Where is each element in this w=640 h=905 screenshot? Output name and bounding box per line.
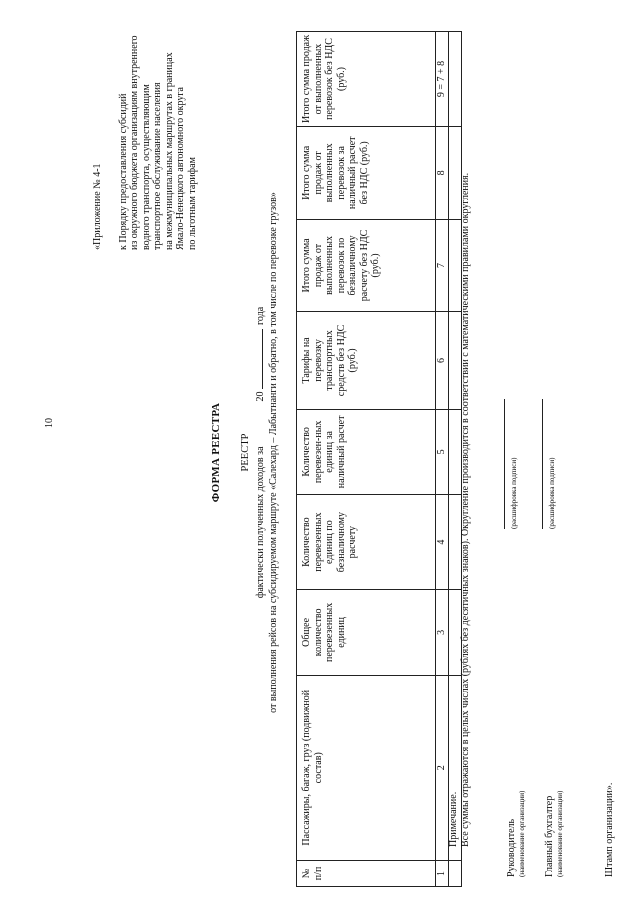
- signature-line: [542, 399, 543, 529]
- appendix-line: водного транспорта, осуществляющим: [140, 84, 152, 250]
- signature-line-label: (расшифровка подписи): [510, 457, 518, 529]
- header-cell-cashless-sum: Итого сумма продаж от выполненных перевозок по безналичному расчету без НДС (руб.): [297, 219, 436, 312]
- column-number: 3: [436, 590, 449, 676]
- appendix-line: транспортное обслуживание населения: [152, 82, 163, 250]
- period-year-prefix: 20: [255, 391, 266, 402]
- page-number: 10: [44, 418, 55, 428]
- column-number: 8: [436, 127, 449, 220]
- header-cell-cashless-units: Количество перевезенных единиц по безналичному расчету: [297, 495, 436, 590]
- note-body: Все суммы отражаются в целых числах (рублях без десятичных знаков). Округление производится в соответствии с математическими правилами округления.: [459, 172, 471, 847]
- year-blank-line: [254, 329, 263, 389]
- registry-route-line: от выполнения рейсов на субсидируемом маршруте «Салехард – Лабытнанги и обратно, в том числе по перевозке грузов»: [268, 192, 279, 713]
- appendix-line: Ямало-Ненецкого автономного округа: [175, 87, 186, 250]
- signature-line-label: (расшифровка подписи): [548, 457, 556, 529]
- appendix-line: на межмуниципальных маршрутах в границах: [163, 52, 175, 250]
- column-number: 1: [436, 860, 449, 886]
- header-cell-tariffs: Тарифы на перевозку транспортных средств без НДС (руб.): [297, 312, 436, 409]
- period-suffix: года: [255, 306, 266, 325]
- column-number: 7: [436, 219, 449, 312]
- header-cell-passengers: Пассажиры, багаж, груз (подвижной состав): [297, 675, 436, 860]
- column-number: 6: [436, 312, 449, 409]
- appendix-title: «Приложение № 4-1: [92, 163, 103, 250]
- signature-line: [504, 399, 505, 529]
- stamp-label: Штамп организации».: [604, 782, 615, 877]
- registry-period-line: [254, 0, 267, 905]
- registry-table: [296, 31, 462, 887]
- signature-role: Руководитель: [506, 818, 517, 877]
- appendix-line: к Порядку предоставления субсидий: [117, 93, 129, 250]
- column-number: 5: [436, 409, 449, 495]
- header-cell-total-sum: Итого сумма продаж от выполненных перевозок без НДС (руб.): [297, 32, 436, 127]
- column-number: 9 = 7 + 8: [436, 32, 449, 127]
- period-prefix: фактически полученных доходов за: [255, 446, 266, 599]
- form-title: ФОРМА РЕЕСТРА: [210, 402, 222, 503]
- appendix-line: по льготным тарифам: [186, 157, 198, 250]
- header-cell-total-units: Общее количество перевезенных единиц: [297, 590, 436, 676]
- header-cell-cash-units: Количество перевезен-ных единиц за наличный расчет: [297, 409, 436, 495]
- signature-role: Главный бухгалтер: [544, 795, 555, 877]
- column-number: 4: [436, 495, 449, 590]
- column-number-row: [436, 32, 449, 887]
- registry-title: РЕЕСТР: [240, 433, 251, 472]
- table-header-row: [297, 32, 436, 887]
- signature-org-label: (наименование организации): [555, 790, 564, 877]
- header-cell-cash-sum: Итого сумма продаж от выполненных перевозок за наличный расчет без НДС (руб.): [297, 127, 436, 220]
- note-block: [448, 57, 471, 877]
- signature-org-label: (наименование организации): [517, 790, 526, 877]
- appendix-line: из окружного бюджета организациям внутреннего: [129, 35, 140, 250]
- header-cell-number: № п/п: [297, 860, 436, 886]
- note-title: Примечание.: [448, 791, 459, 847]
- appendix-block: [92, 20, 198, 250]
- column-number: 2: [436, 675, 449, 860]
